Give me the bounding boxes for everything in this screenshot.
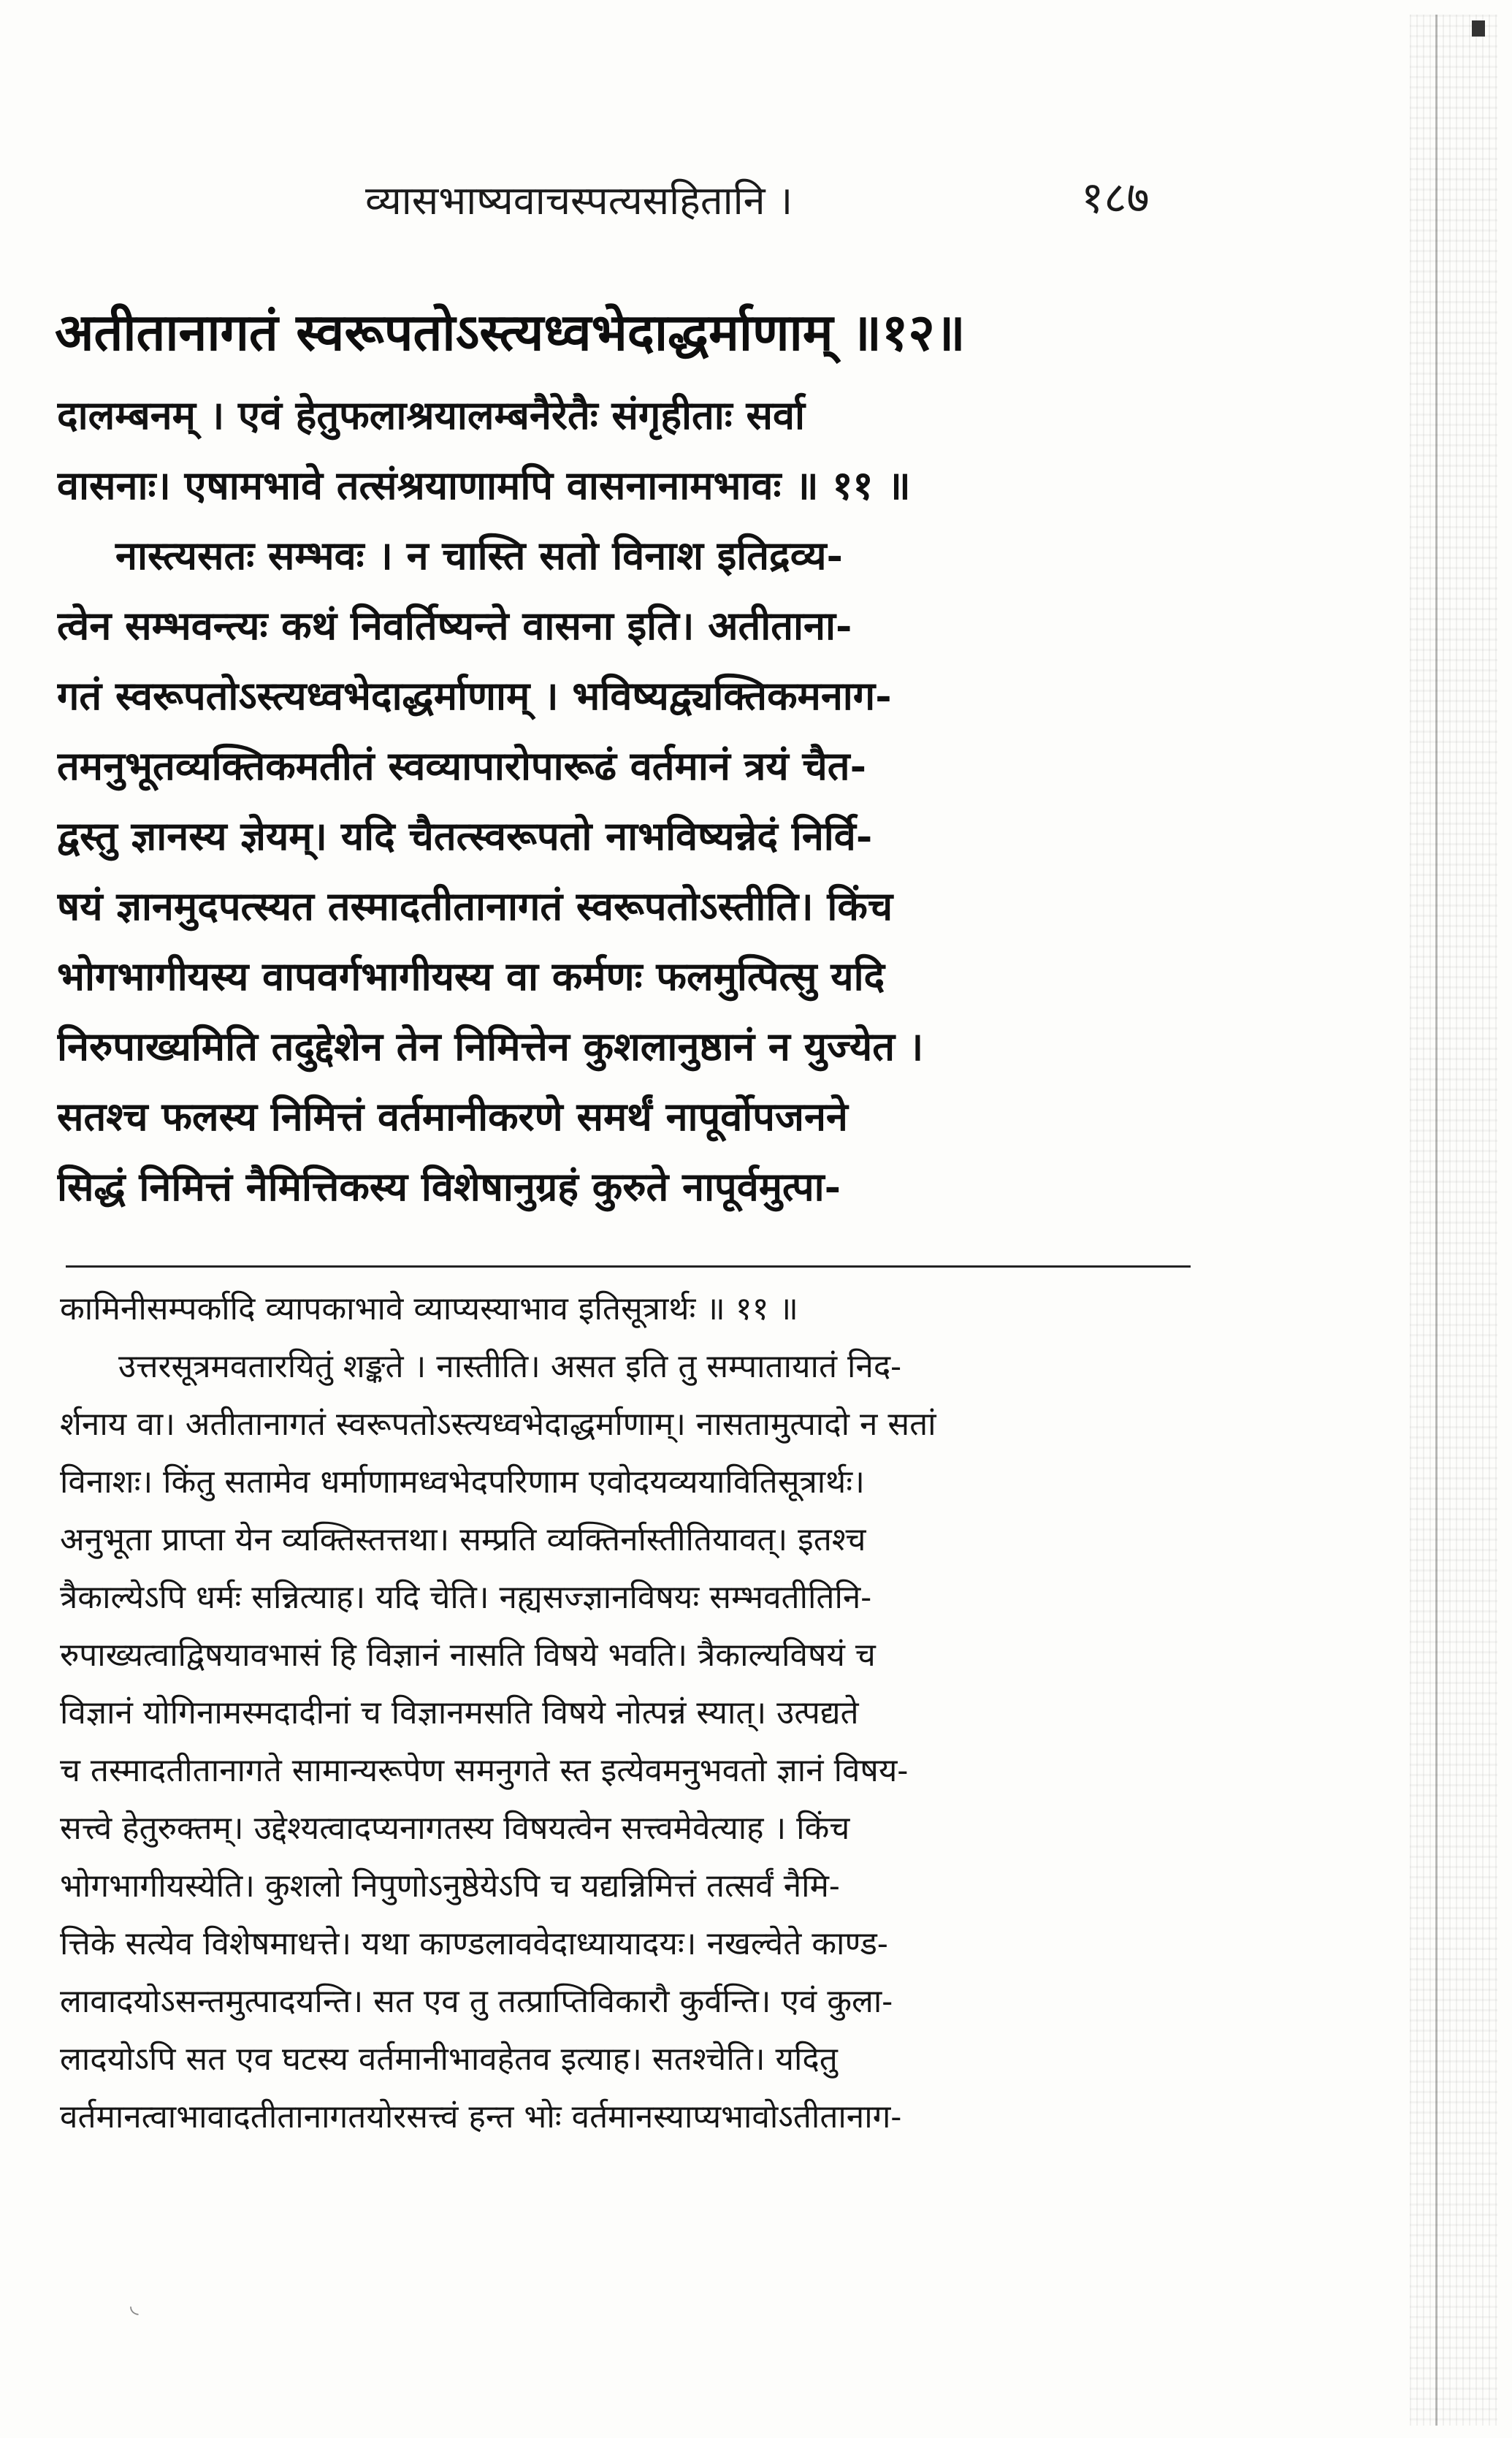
commentary-line: लावादयोऽसन्तमुत्पादयन्ति। सत एव तु तत्प्राप्तिविकारौ कुर्वन्ति। एवं कुला-: [60, 1983, 893, 2020]
commentary-line: वर्तमानत्वाभावादतीतानागतयोरसत्त्वं हन्त भोः वर्तमानस्याप्यभावोऽतीतानाग-: [60, 2098, 902, 2136]
bhashya-line: सिद्धं निमित्तं नैमित्तिकस्य विशेषानुग्रहं कुरुते नापूर्वमुत्पा-: [57, 1163, 841, 1210]
sutra-heading: अतीतानागतं स्वरूपतोऽस्त्यध्वभेदाद्धर्माणाम् ॥१२॥: [55, 302, 966, 362]
bhashya-line: त्वेन सम्भवन्त्यः कथं निवर्तिष्यन्ते वासना इति। अतीताना-: [57, 602, 852, 649]
commentary-line: उत्तरसूत्रमवतारयितुं शङ्कते । नास्तीति। असत इति तु सम्पातायातं निद-: [118, 1348, 902, 1385]
commentary-line: र्शनाय वा। अतीतानागतं स्वरूपतोऽस्त्यध्वभेदाद्धर्माणाम्। नासतामुत्पादो न सतां: [60, 1406, 936, 1443]
scan-edge-mark: [1472, 20, 1485, 37]
stray-ink-mark: ◟: [130, 2293, 139, 2318]
commentary-line: रुपाख्यत्वाद्विषयावभासं हि विज्ञानं नासति विषये भवति। त्रैकाल्यविषयं च: [60, 1637, 876, 1674]
scan-edge-line: [1435, 15, 1437, 2426]
page-number: १८७: [1081, 172, 1150, 224]
bhashya-text: [57, 380, 1185, 1222]
bhashya-line: तमनुभूतव्यक्तिकमतीतं स्वव्यापारोपारूढं वर्तमानं त्रयं चैत-: [57, 742, 867, 789]
commentary-line: विनाशः। किंतु सतामेव धर्माणामध्वभेदपरिणाम एवोदयव्ययावितिसूत्रार्थः।: [60, 1463, 865, 1501]
bhashya-line: सतश्च फलस्य निमित्तं वर्तमानीकरणे समर्थं नापूर्वोपजनने: [57, 1093, 848, 1140]
bhashya-line: गतं स्वरूपतोऽस्त्यध्वभेदाद्धर्माणाम् । भविष्यद्व्यक्तिकमनाग-: [57, 672, 892, 719]
section-divider: [66, 1265, 1191, 1268]
bhashya-line: वासनाः। एषामभावे तत्संश्रयाणामपि वासनानामभावः ॥ ११ ॥: [57, 462, 911, 508]
commentary-line: त्रैकाल्येऽपि धर्मः सन्नित्याह। यदि चेति। नह्यसज्ज्ञानविषयः सम्भवतीतिनि-: [60, 1579, 872, 1616]
commentary-line: च तस्मादतीतानागते सामान्यरूपेण समनुगते स्त इत्येवमनुभवतो ज्ञानं विषय-: [60, 1752, 909, 1789]
commentary-line: अनुभूता प्राप्ता येन व्यक्तिस्तत्तथा। सम्प्रति व्यक्तिर्नास्तीतियावत्। इतश्च: [60, 1521, 866, 1558]
bhashya-line: द्वस्तु ज्ञानस्य ज्ञेयम्। यदि चैतत्स्वरूपतो नाभविष्यन्नेदं निर्वि-: [57, 812, 873, 859]
commentary-text: [60, 1280, 1199, 2146]
commentary-line: त्तिके सत्येव विशेषमाधत्ते। यथा काण्डलाववेदाध्यायादयः। नखल्वेते काण्ड-: [60, 1925, 888, 1962]
running-head: व्यासभाष्यवाचस्पत्यसहितानि ।: [365, 178, 793, 224]
scan-edge-noise: [1410, 15, 1497, 2426]
bhashya-line: षयं ज्ञानमुदपत्स्यत तस्मादतीतानागतं स्वरूपतोऽस्तीति। किंच: [57, 883, 893, 929]
bhashya-line: निरुपाख्यमिति तदुद्देशेन तेन निमित्तेन कुशलानुष्ठानं न युज्येत ।: [57, 1023, 924, 1070]
bhashya-line: दालम्बनम् । एवं हेतुफलाश्रयालम्बनैरेतैः संगृहीताः सर्वा: [57, 392, 805, 438]
commentary-line: लादयोऽपि सत एव घटस्य वर्तमानीभावहेतव इत्याह। सतश्चेति। यदितु: [60, 2041, 838, 2078]
commentary-line: कामिनीसम्पर्कादि व्यापकाभावे व्याप्यस्याभाव इतिसूत्रार्थः ॥ ११ ॥: [60, 1290, 798, 1327]
bhashya-line: भोगभागीयस्य वापवर्गभागीयस्य वा कर्मणः फलमुत्पित्सु यदि: [57, 953, 885, 999]
commentary-line: भोगभागीयस्येति। कुशलो निपुणोऽनुष्ठेयेऽपि च यद्यन्निमित्तं तत्सर्वं नैमि-: [60, 1867, 840, 1905]
commentary-line: विज्ञानं योगिनामस्मदादीनां च विज्ञानमसति विषये नोत्पन्नं स्यात्। उत्पद्यते: [60, 1694, 859, 1732]
bhashya-line: नास्त्यसतः सम्भवः । न चास्ति सतो विनाश इतिद्रव्य-: [115, 532, 843, 579]
commentary-line: सत्त्वे हेतुरुक्तम्। उद्देश्यत्वादप्यनागतस्य विषयत्वेन सत्त्वमेवेत्याह । किंच: [60, 1810, 850, 1847]
